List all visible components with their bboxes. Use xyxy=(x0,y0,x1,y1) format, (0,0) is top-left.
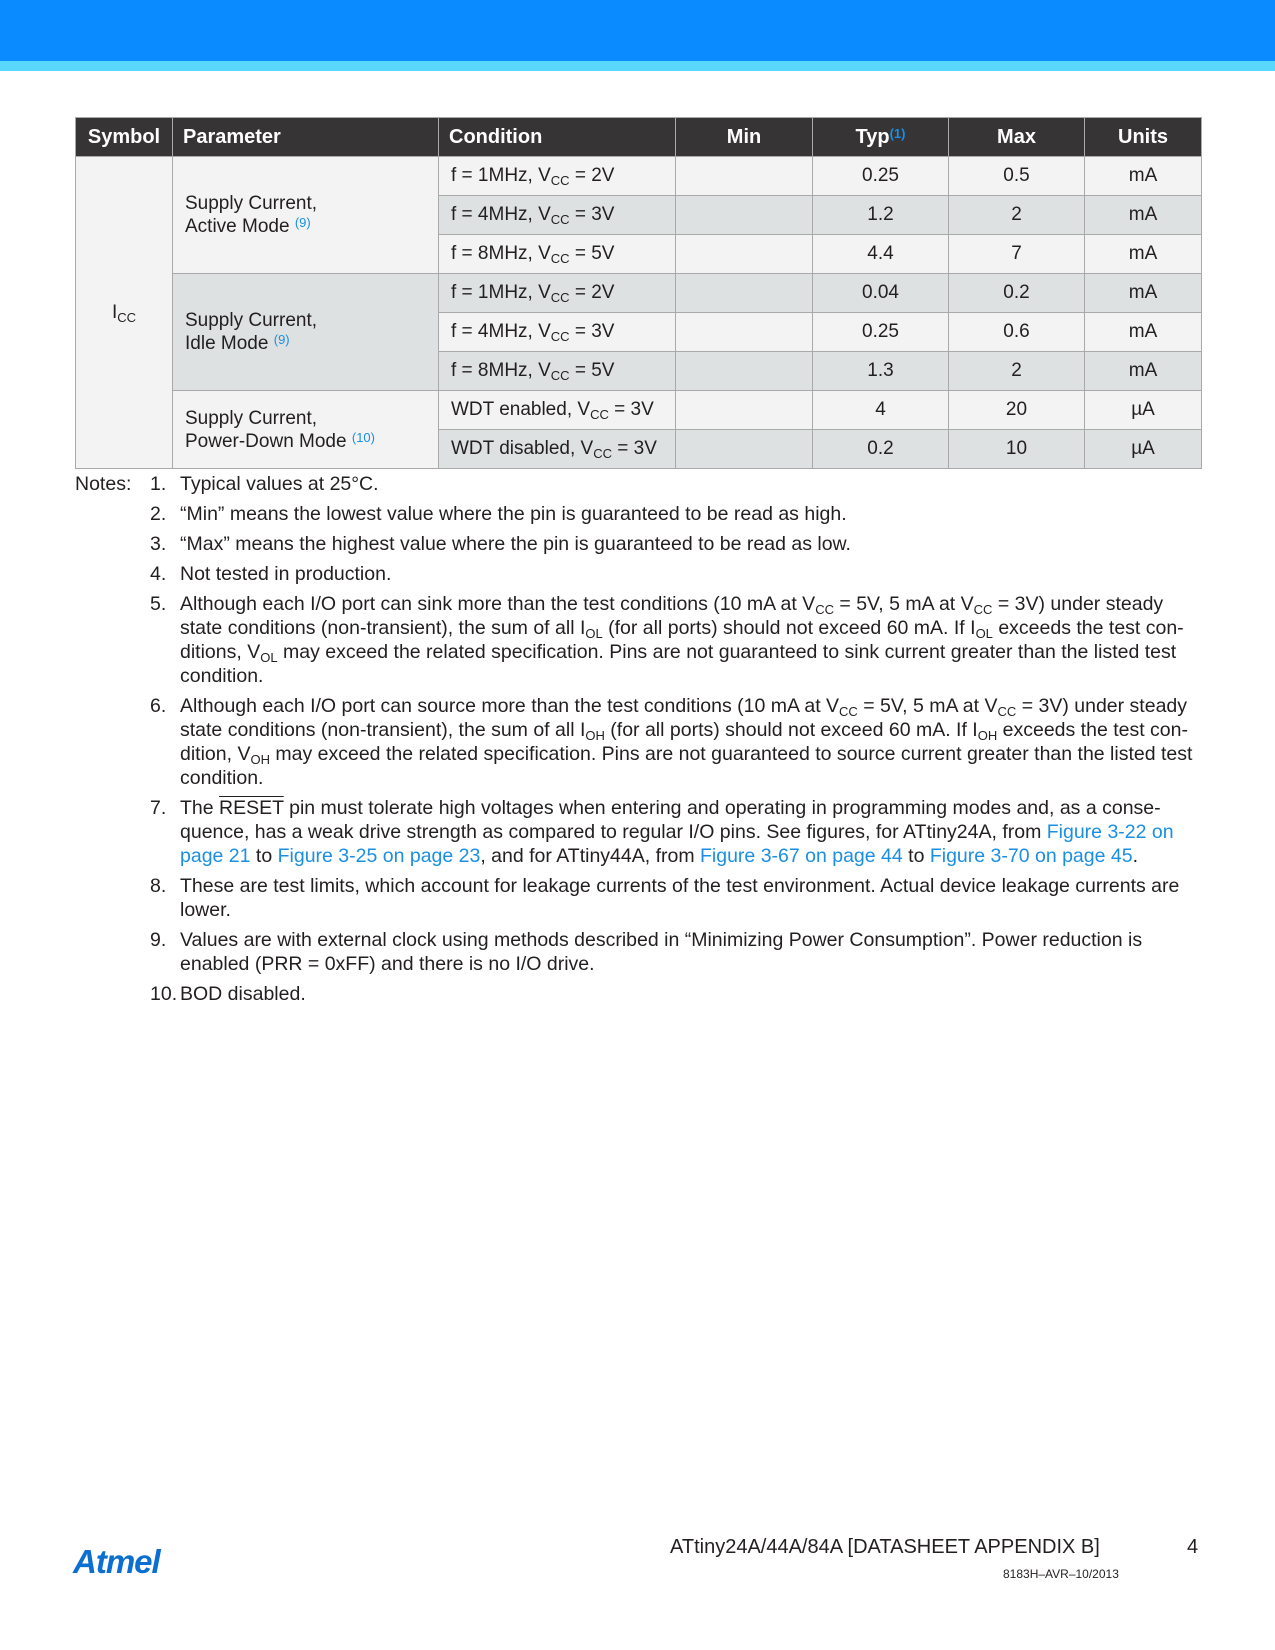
condition-cell xyxy=(439,313,676,352)
figure-link[interactable]: Figure 3-22 on page 21 xyxy=(180,821,1174,867)
param-line1: Supply Current, xyxy=(185,193,318,214)
note-number: 3. xyxy=(150,533,167,555)
note-text-part: (for all ports) should not exceed 60 mA. If I xyxy=(602,617,976,639)
typ-cell: 1.2 xyxy=(813,196,949,235)
note-text xyxy=(180,695,1192,789)
note-text-part: (for all ports) should not exceed 60 mA. If I xyxy=(604,719,978,741)
typ-cell: 0.25 xyxy=(813,157,949,196)
cond-sub: CC xyxy=(550,290,570,305)
cond-text: WDT enabled, V xyxy=(451,399,591,420)
note-text: Not tested in production. xyxy=(180,563,392,585)
min-cell xyxy=(676,313,813,352)
figure-link[interactable]: Figure 3-70 on page 45 xyxy=(929,845,1133,867)
notes-label: Notes: xyxy=(75,473,132,495)
condition-cell xyxy=(439,157,676,196)
min-cell xyxy=(676,391,813,430)
atmel-logo: Atmel xyxy=(73,1543,160,1580)
note-item xyxy=(75,502,1205,526)
note-text-part: exceeds the test con-ditions, V xyxy=(180,617,1184,663)
cond-sub: CC xyxy=(550,368,570,383)
figure-link[interactable]: Figure 3-67 on page 44 xyxy=(700,845,903,867)
note-item xyxy=(75,472,1205,496)
min-cell xyxy=(676,274,813,313)
note-item xyxy=(75,694,1205,790)
note-item xyxy=(75,982,1205,1006)
cond-sub: CC xyxy=(593,446,612,461)
note-sub: OL xyxy=(585,626,603,641)
col-header-symbol: Symbol xyxy=(76,118,173,157)
note-text: These are test limits, which account for leakage currents of the test environment. Actual device leakage currents are lower. xyxy=(180,875,1180,921)
col-header-min: Min xyxy=(676,118,813,157)
cond-sub: CC xyxy=(550,173,570,188)
notes-section xyxy=(75,472,1205,1012)
col-header-condition: Condition xyxy=(439,118,676,157)
note-number: 1. xyxy=(150,473,167,495)
cond-text: = 3V xyxy=(608,399,654,420)
footer-title: ATtiny24A/44A/84A [DATASHEET APPENDIX B] xyxy=(670,1536,1100,1558)
figure-link[interactable]: Figure 3-25 on page 23 xyxy=(277,845,481,867)
units-cell: mA xyxy=(1085,196,1202,235)
param-line1: Supply Current, xyxy=(185,407,318,429)
note-text-part: . xyxy=(1132,845,1138,867)
units-cell: mA xyxy=(1085,313,1202,352)
cond-text: WDT disabled, V xyxy=(451,438,594,459)
cond-text: f = 4MHz, V xyxy=(451,321,551,342)
param-idle-mode xyxy=(173,274,439,391)
note-item xyxy=(75,562,1205,586)
note-text-part: Although each I/O port can source more than the test conditions (10 mA at V xyxy=(180,695,840,717)
min-cell xyxy=(676,196,813,235)
note-item xyxy=(75,532,1205,556)
note-sub: CC xyxy=(815,602,834,617)
table-row xyxy=(76,274,1202,313)
cond-text: f = 1MHz, V xyxy=(451,165,551,186)
units-cell: mA xyxy=(1085,235,1202,274)
note-number: 2. xyxy=(150,503,167,525)
header-band xyxy=(0,0,1275,61)
note-sub: CC xyxy=(839,704,858,719)
note-text: BOD disabled. xyxy=(180,983,306,1005)
max-cell: 2 xyxy=(949,352,1085,391)
symbol-main: I xyxy=(111,301,118,323)
typ-cell: 0.25 xyxy=(813,313,949,352)
min-cell xyxy=(676,157,813,196)
note-text-part: may exceed the related specification. Pins are not guaranteed to sink current greater than the listed test condition. xyxy=(180,641,1177,687)
cond-sub: CC xyxy=(550,329,570,344)
typ-cell: 0.04 xyxy=(813,274,949,313)
symbol-cell xyxy=(76,157,173,469)
note-text: Values are with external clock using methods described in “Minimizing Power Consumption”. Power reduction is enabled (PRR = 0xFF) and there is no I/O drive. xyxy=(180,929,1143,975)
note-sub: OH xyxy=(585,728,605,743)
note-text: Typical values at 25°C. xyxy=(180,473,379,495)
max-cell: 0.6 xyxy=(949,313,1085,352)
note-text-part: to xyxy=(902,845,930,867)
note-text-part: exceeds the test con-dition, V xyxy=(180,719,1188,765)
param-note-link[interactable]: (10) xyxy=(351,429,375,445)
units-cell: mA xyxy=(1085,352,1202,391)
max-cell: 10 xyxy=(949,430,1085,469)
note-sub: CC xyxy=(997,704,1017,719)
page-number: 4 xyxy=(1187,1536,1199,1558)
max-cell: 0.2 xyxy=(949,274,1085,313)
header-stripe xyxy=(0,61,1275,71)
note-text-part: = 3V) under steady state conditions (non-transient), the sum of all I xyxy=(180,593,1164,639)
condition-cell xyxy=(439,352,676,391)
cond-sub: CC xyxy=(590,407,609,422)
cond-text: = 2V xyxy=(569,282,615,303)
table-header-row xyxy=(76,118,1202,157)
note-number: 8. xyxy=(150,875,167,897)
cond-text: = 5V xyxy=(569,360,615,381)
cond-text: = 3V xyxy=(611,438,657,459)
cond-text: f = 8MHz, V xyxy=(451,243,551,264)
cond-sub: CC xyxy=(550,212,570,227)
units-cell: mA xyxy=(1085,274,1202,313)
param-line2: Idle Mode xyxy=(185,333,269,354)
note-item xyxy=(75,796,1205,868)
max-cell: 7 xyxy=(949,235,1085,274)
cond-sub: CC xyxy=(550,251,570,266)
note-text-part: may exceed the related specification. Pins are not guaranteed to source current greater than the listed test condition. xyxy=(180,743,1193,789)
param-line2: Power-Down Mode xyxy=(185,430,347,452)
min-cell xyxy=(676,430,813,469)
note-text-part: = 5V, 5 mA at V xyxy=(833,593,974,615)
note-text: “Min” means the lowest value where the pin is guaranteed to be read as high. xyxy=(180,503,847,525)
note-number: 4. xyxy=(150,563,167,585)
typ-cell: 1.3 xyxy=(813,352,949,391)
note-number: 5. xyxy=(150,593,167,615)
cond-text: = 2V xyxy=(569,165,615,186)
typ-cell: 0.2 xyxy=(813,430,949,469)
col-header-typ-label: Typ xyxy=(855,125,890,148)
note-text-part: pin must tolerate high voltages when entering and operating in programming modes and, as a conse-quence, has a weak drive strength as compared to regular I/O pins. See figures, for ATtiny24A, from xyxy=(180,797,1161,843)
note-text-part: Although each I/O port can sink more than the test conditions (10 mA at V xyxy=(180,593,816,615)
table-row xyxy=(76,157,1202,196)
note-text-part: The xyxy=(180,797,220,819)
condition-cell xyxy=(439,274,676,313)
note-text xyxy=(180,797,1174,867)
cond-text: = 5V xyxy=(569,243,615,264)
min-cell xyxy=(676,352,813,391)
document-code: 8183H–AVR–10/2013 xyxy=(1003,1567,1119,1581)
icc-spec-table xyxy=(75,117,1202,469)
note-sub: OH xyxy=(977,728,998,743)
param-note-link[interactable]: (9) xyxy=(273,332,290,347)
max-cell: 0.5 xyxy=(949,157,1085,196)
reset-signal: RESET xyxy=(219,797,284,819)
note-text-part: to xyxy=(250,845,278,867)
cond-text: = 3V xyxy=(569,204,615,225)
note-number: 9. xyxy=(150,929,167,951)
units-cell: µA xyxy=(1085,430,1202,469)
col-header-max: Max xyxy=(949,118,1085,157)
cond-text: f = 4MHz, V xyxy=(451,204,551,225)
symbol-sub: CC xyxy=(117,309,137,325)
units-cell: mA xyxy=(1085,157,1202,196)
condition-cell xyxy=(439,235,676,274)
cond-text: f = 8MHz, V xyxy=(451,360,551,381)
note-item xyxy=(75,592,1205,688)
min-cell xyxy=(676,235,813,274)
units-cell: µA xyxy=(1085,391,1202,430)
col-header-typ xyxy=(813,118,949,157)
note-text-part: = 5V, 5 mA at V xyxy=(857,695,998,717)
note-text-part: = 3V) under steady state conditions (non-transient), the sum of all I xyxy=(180,695,1188,741)
table-row xyxy=(76,391,1202,430)
typ-cell: 4.4 xyxy=(813,235,949,274)
note-item xyxy=(75,928,1205,976)
cond-text: f = 1MHz, V xyxy=(451,282,551,303)
max-cell: 2 xyxy=(949,196,1085,235)
condition-cell xyxy=(439,391,676,430)
cond-text: = 3V xyxy=(569,321,615,342)
param-line2: Active Mode xyxy=(185,216,290,237)
note-text: “Max” means the highest value where the pin is guaranteed to be read as low. xyxy=(180,533,851,555)
note-number: 6. xyxy=(150,695,167,717)
note-text xyxy=(180,593,1184,687)
note-sub: CC xyxy=(973,602,993,617)
note-number: 7. xyxy=(150,797,167,819)
note-number: 10. xyxy=(150,983,178,1005)
col-header-parameter: Parameter xyxy=(173,118,439,157)
param-active-mode xyxy=(173,157,439,274)
note-sub: OL xyxy=(260,650,278,665)
note-sub: OH xyxy=(250,752,270,767)
note-sub: OL xyxy=(975,626,993,641)
col-header-units: Units xyxy=(1085,118,1202,157)
param-line1: Supply Current, xyxy=(185,310,318,331)
condition-cell xyxy=(439,196,676,235)
param-note-link[interactable]: (9) xyxy=(294,215,311,230)
condition-cell xyxy=(439,430,676,469)
typ-note-link[interactable]: (1) xyxy=(889,125,906,141)
typ-cell: 4 xyxy=(813,391,949,430)
note-item xyxy=(75,874,1205,922)
note-text-part: , and for ATtiny44A, from xyxy=(480,845,700,867)
param-power-down-mode xyxy=(173,391,439,469)
max-cell: 20 xyxy=(949,391,1085,430)
